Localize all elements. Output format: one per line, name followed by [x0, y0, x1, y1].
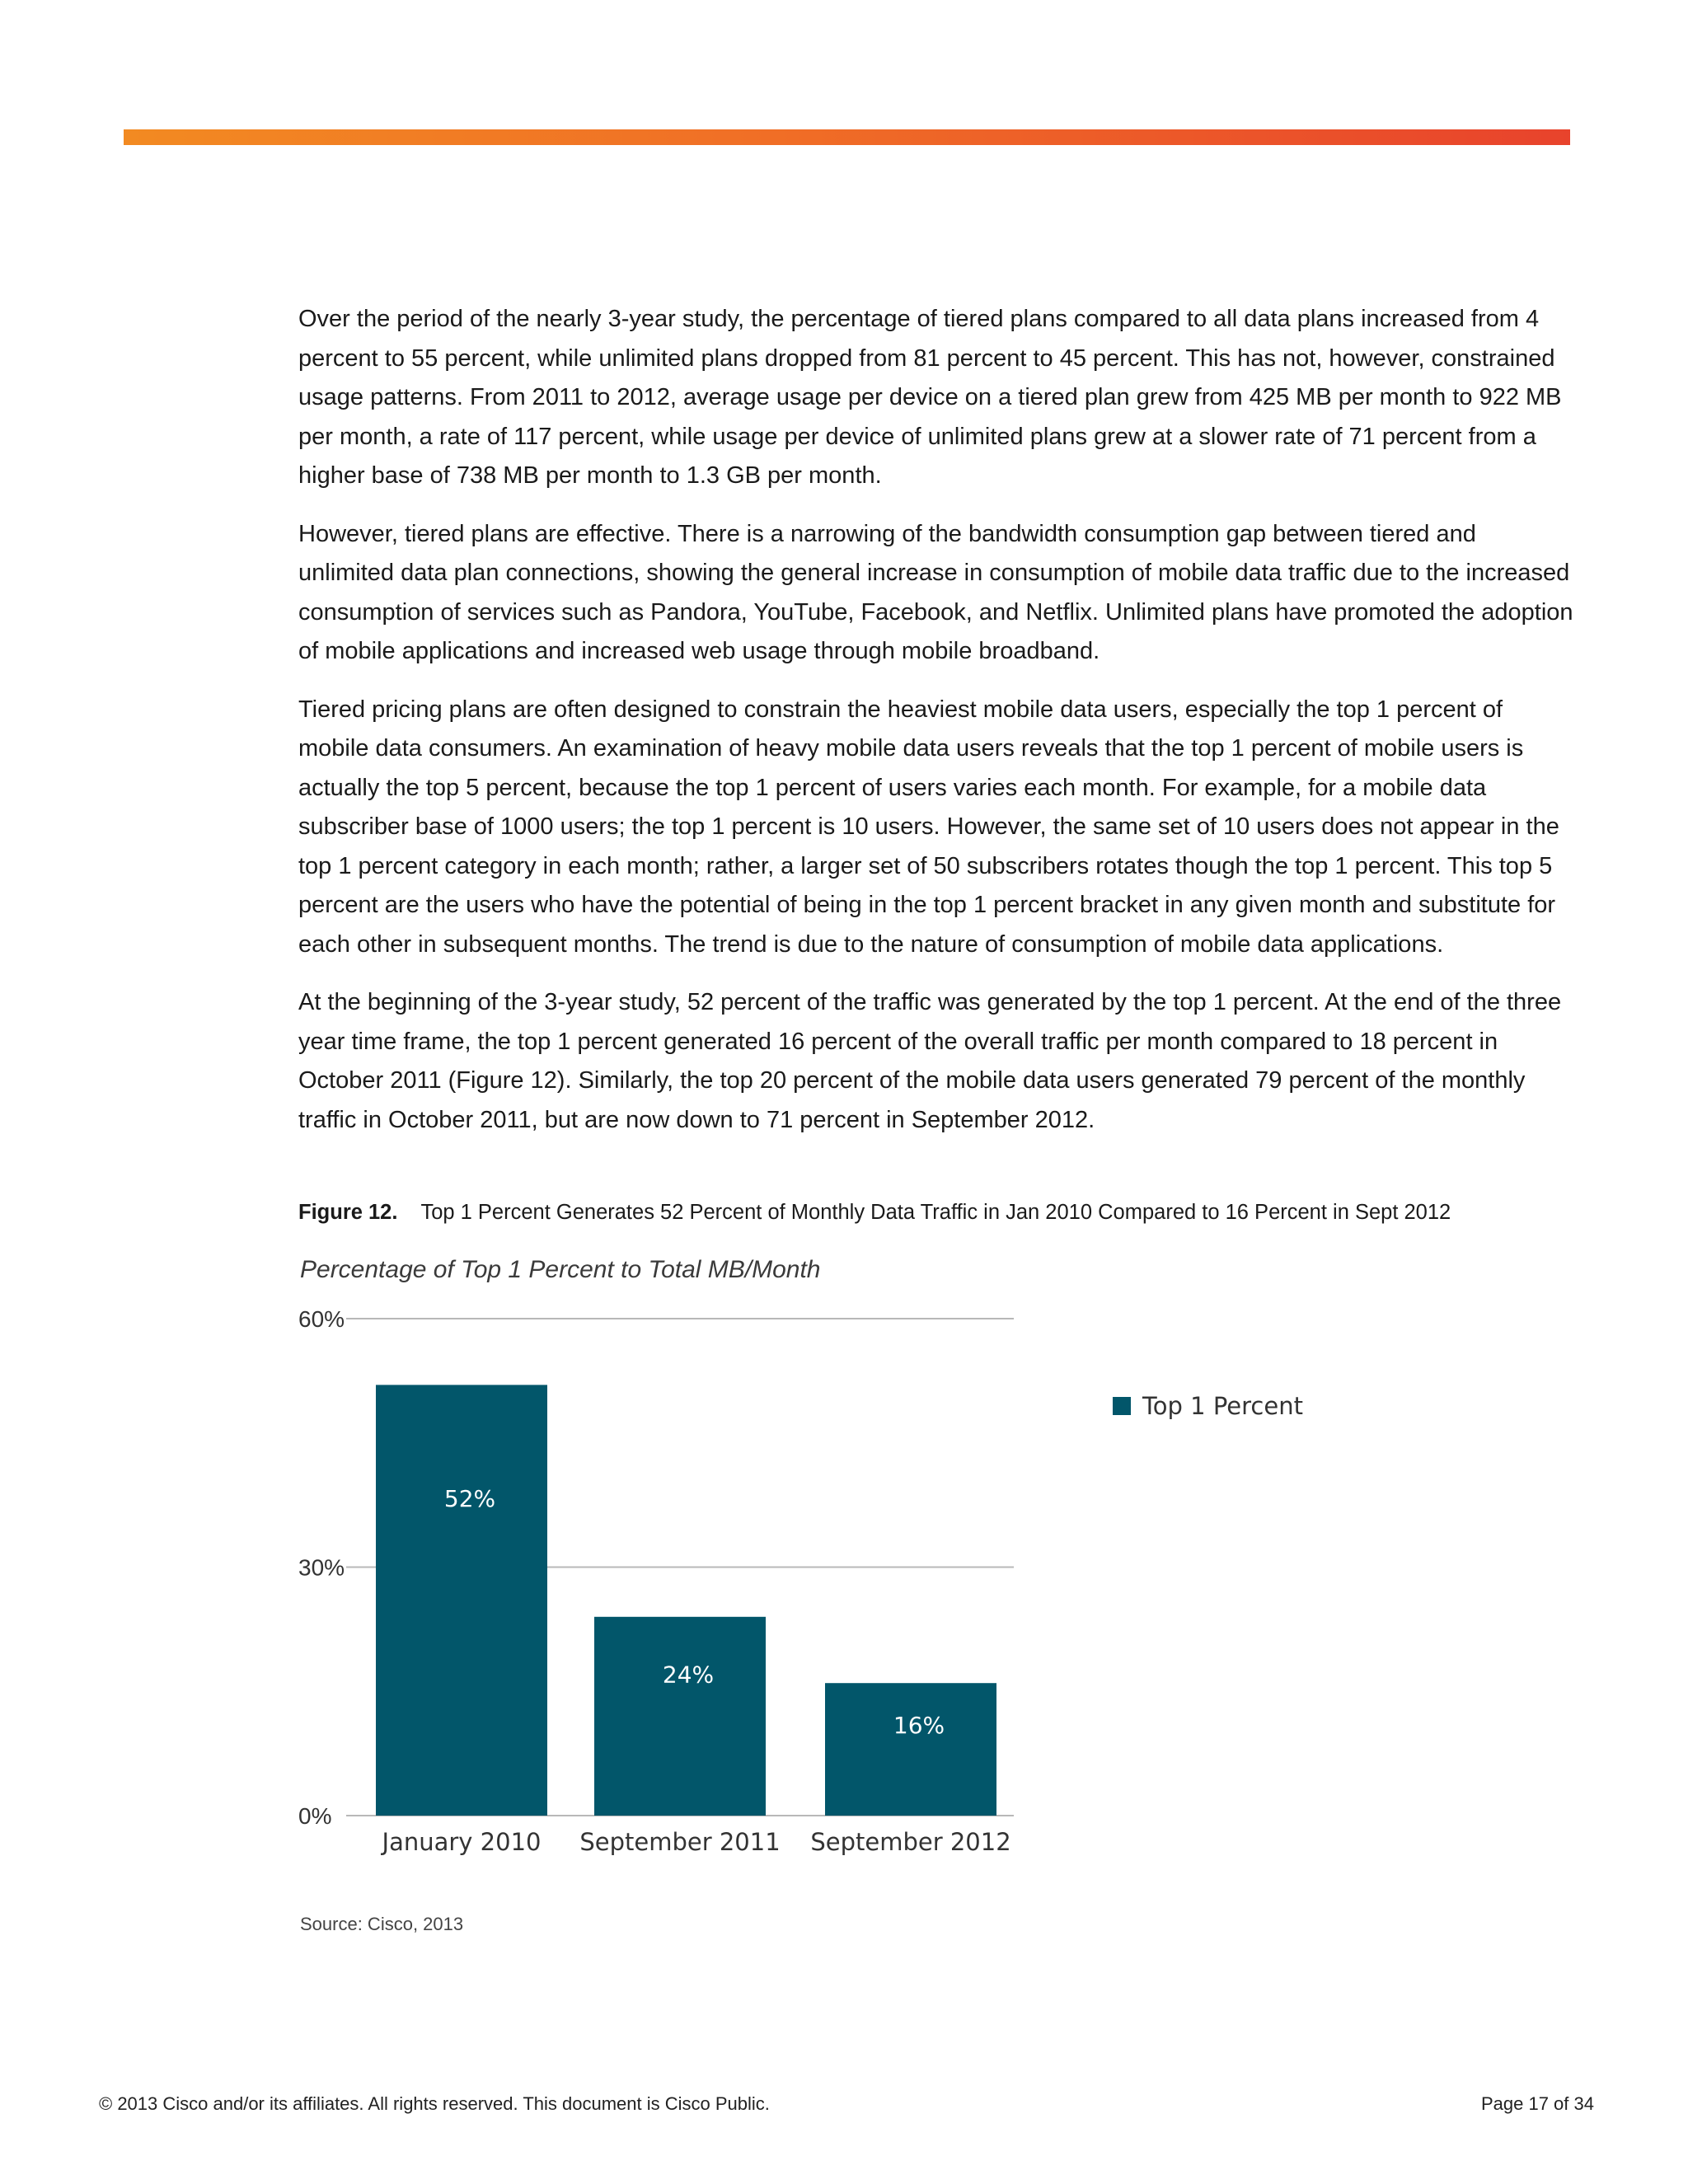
bar	[825, 1683, 996, 1816]
legend-swatch	[1113, 1397, 1131, 1415]
y-tick-label: 30%	[298, 1554, 345, 1581]
paragraph: At the beginning of the 3-year study, 52 percent of the traffic was generated by the top 1 percent. At the end of the three year time frame, the top 1 percent generated 16 percent of the overall traffic per month compared to 18 percent in October 2011 (Figure 12). Similarly, the top 20 percent of the mobile data users generated 79 percent of the monthly traffic in October 2011, but are now down to 71 percent in September 2012.	[298, 989, 1562, 1133]
chart-source: Source: Cisco, 2013	[300, 1914, 464, 1934]
data-label: 24%	[662, 1661, 715, 1689]
data-label: 16%	[893, 1711, 945, 1739]
chart-title: Percentage of Top 1 Percent to Total MB/Month	[300, 1256, 821, 1283]
paragraph: Over the period of the nearly 3-year study, the percentage of tiered plans compared to all data plans increased from 4 percent to 55 percent, while unlimited plans dropped from 81 percent to 45 percent. This has not, however, constrained usage patterns. From 2011 to 2012, average usage per device on a tiered plan grew from 425 MB per month to 922 MB per month, a rate of 117 percent, while usage per device of unlimited plans grew at a slower rate of 71 percent from a higher base of 738 MB per month to 1.3 GB per month.	[298, 306, 1562, 489]
data-label: 52%	[443, 1484, 496, 1512]
figure-caption	[298, 1197, 1592, 1227]
page-number: Page 17 of 34	[1480, 2093, 1594, 2114]
bar-chart	[288, 1302, 1343, 1896]
x-tick-label: September 2011	[579, 1828, 781, 1856]
y-tick-label: 0%	[298, 1803, 332, 1829]
y-tick-label: 60%	[298, 1306, 345, 1332]
x-tick-label: September 2012	[810, 1828, 1011, 1856]
x-tick-label: January 2010	[382, 1828, 542, 1856]
figure-number: Figure 12.	[298, 1201, 398, 1224]
legend-label: Top 1 Percent	[1142, 1392, 1303, 1420]
accent-bar	[124, 129, 1570, 145]
paragraph: However, tiered plans are effective. There is a narrowing of the bandwidth consumption gap between tiered and unlimited data plan connections, showing the general increase in consumption of mobile data traffic due to the increased consumption of services such as Pandora, YouTube, Facebook, and Netflix. Unlimited plans have promoted the adoption of mobile applications and increased web usage through mobile broadband.	[298, 520, 1573, 664]
paragraph: Tiered pricing plans are often designed to constrain the heaviest mobile data users, especially the top 1 percent of mobile data consumers. An examination of heavy mobile data users reveals that the top 1 percent of mobile users is actually the top 5 percent, because the top 1 percent of users varies each month. For example, for a mobile data subscriber base of 1000 users; the top 1 percent is 10 users. However, the same set of 10 users does not appear in the top 1 percent category in each month; rather, a larger set of 50 subscribers rotates though the top 1 percent. This top 5 percent are the users who have the potential of being in the top 1 percent bracket in any given month and substitute for each other in subsequent months. The trend is due to the nature of consumption of mobile data applications.	[298, 696, 1559, 958]
figure-caption-text: Top 1 Percent Generates 52 Percent of Monthly Data Traffic in Jan 2010 Compared to 16 Percent in Sept 2012	[420, 1201, 1451, 1224]
bar	[594, 1617, 766, 1816]
body-text	[298, 300, 1578, 1159]
bar	[376, 1385, 547, 1816]
footer-copyright: © 2013 Cisco and/or its affiliates. All rights reserved. This document is Cisco Public.	[99, 2093, 770, 2114]
